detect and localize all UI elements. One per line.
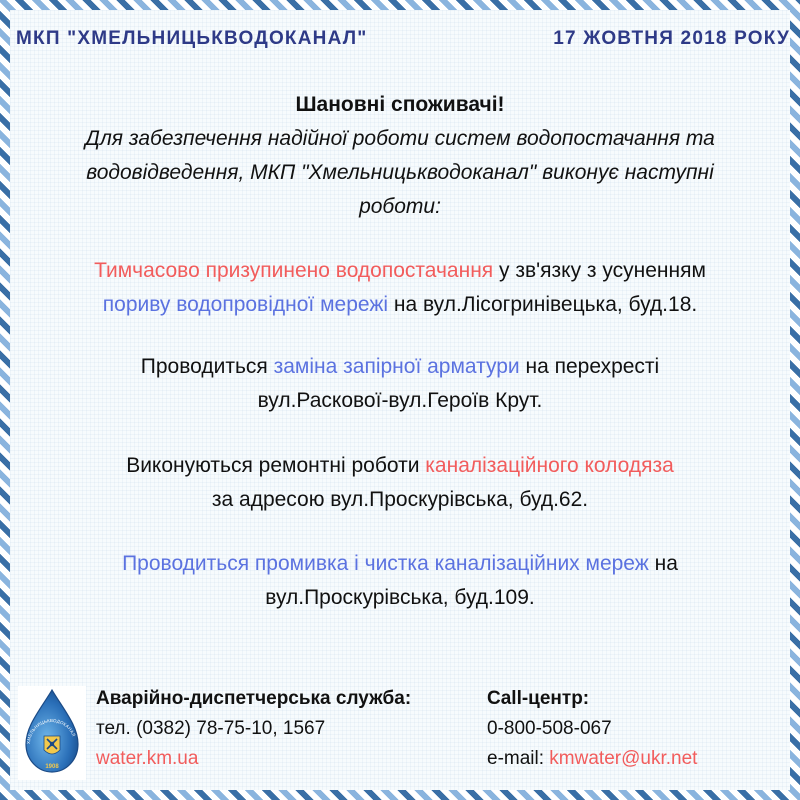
highlight-blue: Проводиться промивка і чистка каналізаційних мереж <box>122 552 649 575</box>
notice-text: на <box>648 552 678 575</box>
notice-text: у зв'язку з усуненням <box>493 259 706 282</box>
water-drop-icon <box>18 686 86 780</box>
greeting-title: Шановні споживачі! <box>295 93 505 116</box>
highlight-red: каналізаційного колодяза <box>425 454 674 477</box>
notice-item-sewer-flushing <box>10 547 790 615</box>
email-link[interactable]: kmwater@ukr.net <box>549 748 698 769</box>
notice-line: за адресою вул.Проскурівська, буд.62. <box>211 488 589 511</box>
callcenter-contacts <box>487 684 697 774</box>
notice-text: Проводиться <box>140 355 274 378</box>
emergency-phone: тел. (0382) 78-75-10, 1567 <box>96 718 326 739</box>
highlight-red: Тимчасово призупинено водопостачання <box>94 259 494 282</box>
notice-line <box>10 288 790 322</box>
org-name: МКП "ХМЕЛЬНИЦЬКВОДОКАНАЛ" <box>16 28 368 49</box>
notice-card <box>10 10 790 790</box>
email-label: e-mail: <box>487 748 550 769</box>
notice-item-valve-replacement <box>10 350 790 418</box>
highlight-blue: пориву водопровідної мережі <box>102 293 389 316</box>
notice-date: 17 ЖОВТНЯ 2018 РОКУ <box>553 28 790 49</box>
svg-text:1908: 1908 <box>45 764 59 770</box>
intro-line-1: Для забезпечення надійної роботи систем водопостачання та <box>85 127 715 150</box>
callcenter-phone: 0-800-508-067 <box>487 718 612 739</box>
highlight-blue: заміна запірної арматури <box>273 355 520 378</box>
intro-line-2: водовідведення, МКП "Хмельницькводоканал" виконує наступні <box>86 161 714 184</box>
emergency-contacts <box>96 684 411 774</box>
notice-text: Виконуються ремонтні роботи <box>126 454 426 477</box>
notice-line: вул.Раскової-вул.Героїв Крут. <box>257 389 543 412</box>
notice-line: вул.Проскурівська, буд.109. <box>265 586 535 609</box>
intro-line-3: роботи: <box>359 195 441 218</box>
email-line <box>487 744 697 774</box>
notice-line <box>10 449 790 483</box>
notice-line <box>10 254 790 288</box>
notice-item-sewer-well-repair <box>10 449 790 517</box>
vodokanal-logo <box>18 686 86 780</box>
greeting-block <box>10 88 790 224</box>
notice-line <box>10 547 790 581</box>
website-link[interactable]: water.km.ua <box>96 748 199 769</box>
svg-text:ХМЕЛЬНИЦЬКВОДОКАНАЛ: ХМЕЛЬНИЦЬКВОДОКАНАЛ <box>25 717 77 745</box>
notice-item-water-suspension <box>10 254 790 322</box>
notice-line <box>10 350 790 384</box>
notice-text: на перехресті <box>519 355 660 378</box>
notice-text: на вул.Лісогринівецька, буд.18. <box>388 293 698 316</box>
callcenter-title: Call-центр: <box>487 688 590 709</box>
emergency-title: Аварійно-диспетчерська служба: <box>96 688 412 709</box>
